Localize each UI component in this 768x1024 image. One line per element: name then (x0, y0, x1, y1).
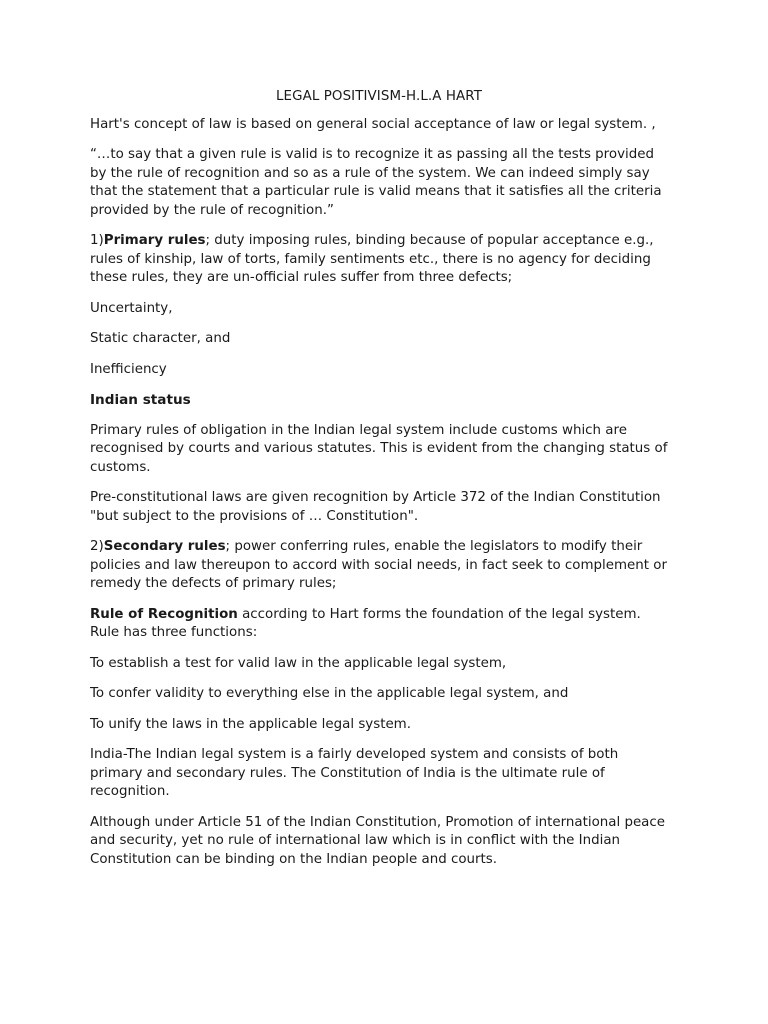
defect-static-character: Static character, and (90, 331, 231, 346)
function-confer-validity: To confer validity to everything else in the applicable legal system, and (90, 686, 569, 701)
paragraph-secondary-rules (90, 538, 668, 594)
rule-of-recognition-term: Rule of Recognition (90, 606, 238, 622)
primary-rules-prefix: 1) (90, 233, 104, 248)
paragraph-indian-status-1: Primary rules of obligation in the Indian legal system include customs which are recognised by courts and various statutes. This is evident from the changing status of customs. (90, 422, 668, 475)
secondary-rules-prefix: 2) (90, 539, 104, 554)
defect-uncertainty: Uncertainty, (90, 300, 173, 316)
defect-inefficiency: Inefficiency (90, 361, 167, 377)
rule-of-recognition-text: according to Hart forms the foundation of the legal system. Rule has three functions: (90, 606, 641, 640)
paragraph-quote: “…to say that a given rule is valid is to recognize it as passing all the tests provided by the rule of recognition and so as a rule of the system. We can indeed simply say that the statement that a particular rule is valid means that it satisfies all the criteria provided by the rule of recognition.” (90, 147, 662, 218)
paragraph-primary-rules (90, 232, 668, 288)
heading-indian-status: Indian status (90, 392, 191, 408)
function-establish-test: To establish a test for valid law in the applicable legal system, (90, 655, 507, 671)
secondary-rules-term: Secondary rules (103, 539, 226, 554)
paragraph-rule-of-recognition (90, 606, 668, 643)
secondary-rules-text: ; power conferring rules, enable the legislators to modify their policies and law thereupon to accord with social needs, in fact seek to complement or remedy the defects of primary rules; (90, 539, 667, 591)
document-title: LEGAL POSITIVISM-H.L.A HART (275, 89, 483, 104)
paragraph-india: India-The Indian legal system is a fairly developed system and consists of both primary and secondary rules. The Constitution of India is the ultimate rule of recognition. (90, 747, 619, 799)
paragraph-article-51: Although under Article 51 of the Indian Constitution, Promotion of international peace and security, yet no rule of international law which is in conflict with the Indian Constitution can be binding on the Indian people and courts. (90, 814, 665, 867)
primary-rules-term: Primary rules (103, 233, 206, 248)
paragraph-indian-status-2: Pre-constitutional laws are given recognition by Article 372 of the Indian Constitution "but subject to the provisions of … Constitution". (90, 490, 661, 524)
function-unify-laws: To unify the laws in the applicable legal system. (90, 716, 411, 732)
paragraph-intro: Hart's concept of law is based on general social acceptance of law or legal system. , (90, 116, 656, 132)
primary-rules-text: ; duty imposing rules, binding because of popular acceptance e.g., rules of kinship, law of torts, family sentiments etc., there is no agency for deciding these rules, they are un-official rules suffer from three defects; (90, 233, 654, 285)
